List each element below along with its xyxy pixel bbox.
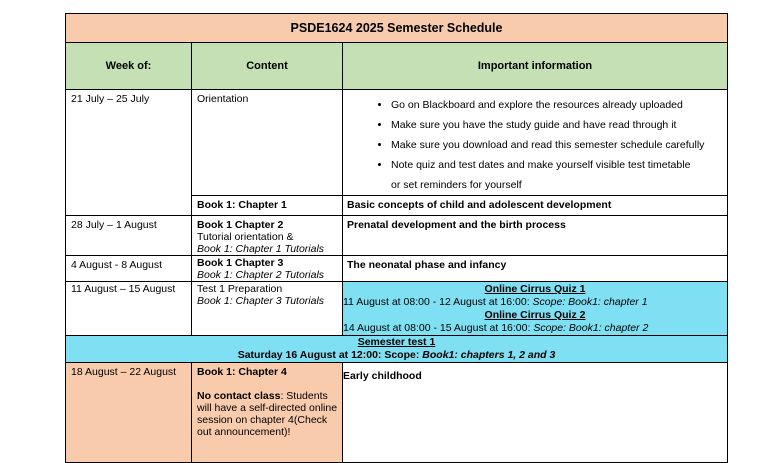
- info-cell: Early childhood: [343, 363, 728, 463]
- list-item: • Make sure you have the study guide and have read through it: [391, 115, 727, 135]
- no-contact-label: No contact class: [197, 390, 281, 402]
- content-cell: Orientation: [192, 90, 343, 196]
- quiz-cell: [343, 282, 728, 336]
- table-row: [66, 256, 728, 282]
- list-item: • Go on Blackboard and explore the resources already uploaded: [391, 95, 727, 115]
- list-item: • Note quiz and test dates and make yourself visible test timetable: [391, 155, 727, 175]
- content-cell: [192, 282, 343, 336]
- info-cell: Prenatal development and the birth process: [343, 216, 728, 256]
- semester-test-row: [66, 336, 728, 363]
- content-cell: [192, 256, 343, 282]
- list-item: or set reminders for yourself: [391, 179, 522, 191]
- table-row: [66, 90, 728, 196]
- semester-test-cell: [66, 336, 728, 363]
- week-cell: 4 August - 8 August: [66, 256, 192, 282]
- table-row: [66, 363, 728, 463]
- week-cell: 28 July – 1 August: [66, 216, 192, 256]
- info-cell: [343, 90, 728, 196]
- quiz2-title: Online Cirrus Quiz 2: [484, 309, 586, 321]
- quiz1-date: 11 August at 08:00 - 12 August at 16:00:: [343, 296, 533, 308]
- week-cell: 18 August – 22 August: [66, 363, 192, 463]
- week-cell: 11 August – 15 August: [66, 282, 192, 336]
- semester-test-date: Saturday 16 August at 12:00: Scope:: [237, 349, 423, 361]
- table-row: [66, 216, 728, 256]
- quiz1-title: Online Cirrus Quiz 1: [484, 283, 586, 295]
- semester-test-details: [66, 349, 727, 362]
- quiz2-date: 14 August at 08:00 - 15 August at 16:00:: [343, 322, 534, 334]
- schedule-title: PSDE1624 2025 Semester Schedule: [66, 14, 728, 43]
- header-info: Important information: [343, 43, 728, 90]
- no-contact-text: : Students will have a self-directed online session on chapter 4(Check out announcement)!: [197, 390, 338, 438]
- orientation-list: [347, 95, 727, 195]
- content-line: Book 1: Chapter 1 Tutorials: [197, 243, 325, 255]
- quiz1-details: [343, 296, 727, 309]
- content-cell: [192, 363, 343, 463]
- quiz2-scope: Scope: Book1: chapter 2: [533, 322, 649, 334]
- week-cell: 21 July – 25 July: [66, 90, 192, 216]
- quiz2-details: [343, 322, 727, 335]
- header-row: [66, 43, 728, 90]
- content-line: Test 1 Preparation: [197, 283, 283, 295]
- info-cell: The neonatal phase and infancy: [343, 256, 728, 282]
- content-title: Book 1 Chapter 3: [197, 257, 284, 269]
- chapter-info-cell: Basic concepts of child and adolescent development: [343, 196, 728, 216]
- semester-test-title: Semester test 1: [357, 336, 436, 348]
- content-cell: [192, 216, 343, 256]
- table-row: [66, 282, 728, 336]
- list-item: • Make sure you download and read this semester schedule carefully: [391, 135, 727, 155]
- content-line: Book 1: Chapter 3 Tutorials: [197, 295, 325, 307]
- content-title: Book 1: Chapter 4: [197, 366, 287, 378]
- semester-schedule-table: [65, 13, 728, 463]
- title-row: [66, 14, 728, 43]
- chapter-cell: Book 1: Chapter 1: [192, 196, 343, 216]
- content-title: Book 1 Chapter 2: [197, 219, 284, 231]
- header-content: Content: [192, 43, 343, 90]
- quiz1-scope: Scope: Book1: chapter 1: [532, 296, 648, 308]
- no-contact-note: [197, 390, 342, 438]
- content-line: Tutorial orientation &: [197, 231, 294, 243]
- content-line: Book 1: Chapter 2 Tutorials: [197, 269, 325, 281]
- semester-test-scope: Book1: chapters 1, 2 and 3: [422, 349, 556, 361]
- header-week: Week of:: [66, 43, 192, 90]
